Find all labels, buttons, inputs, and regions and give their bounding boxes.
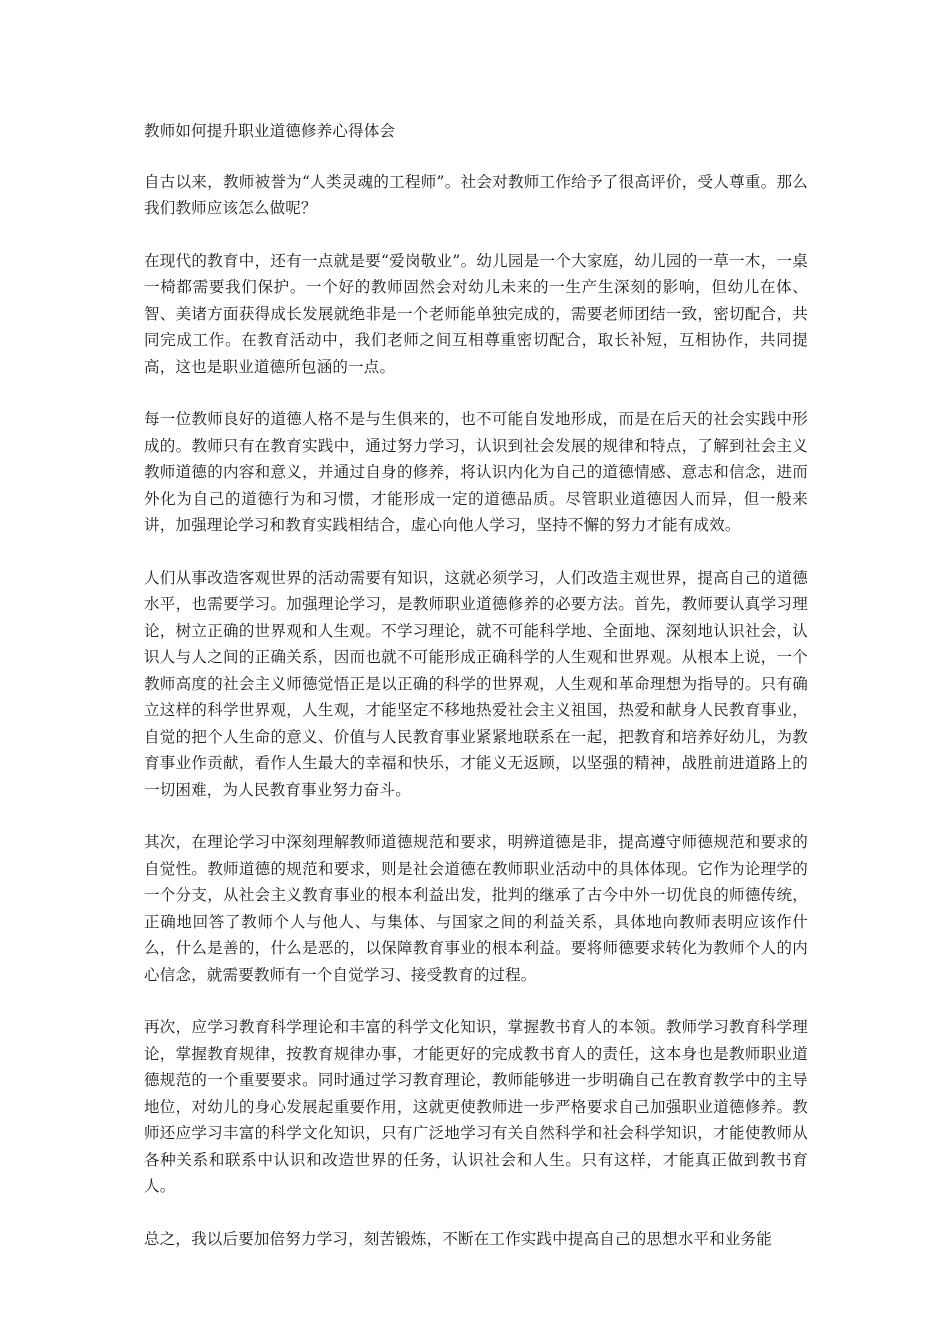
paragraph-4: 人们从事改造客观世界的活动需要有知识，这就必须学习，人们改造主观世界，提高自己的道德水平，也需要学习。加强理论学习，是教师职业道德修养的必要方法。首先，教师要认真学习理论，树立正确的世界观和人生观。不学习理论，就不可能科学地、全面地、深刻地认识社会，认识人与人之间的正确关系，因而也就不可能形成正确科学的人生观和世界观。从根本上说，一个教师高度的社会主义师德觉悟正是以正确的科学的世界观，人生观和革命理想为指导的。只有确立这样的科学世界观，人生观，才能坚定不移地热爱社会主义祖国，热爱和献身人民教育事业，自觉的把个人生命的意义、价值与人民教育事业紧紧地联系在一起，把教育和培养好幼儿，为教育事业作贡献，看作人生最大的幸福和快乐，才能义无返顾，以坚强的精神，战胜前进道路上的一切困难，为人民教育事业努力奋斗。	[144, 568, 808, 799]
paragraph-1: 自古以来，教师被誉为“人类灵魂的工程师”。社会对教师工作给予了很高评价，受人尊重。那么我们教师应该怎么做呢？	[144, 172, 808, 217]
paragraph-5: 其次，在理论学习中深刻理解教师道德规范和要求，明辨道德是非，提高遵守师德规范和要求的自觉性。教师道德的规范和要求，则是社会道德在教师职业活动中的具体体现。它作为论理学的一个分支，从社会主义教育事业的根本利益出发，批判的继承了古今中外一切优良的师德传统，正确地回答了教师个人与他人、与集体、与国家之间的利益关系，具体地向教师表明应该作什么，什么是善的，什么是恶的，以保障教育事业的根本利益。要将师德要求转化为教师个人的内心信念，就需要教师有一个自觉学习、接受教育的过程。	[144, 833, 808, 984]
document-body	[144, 118, 808, 1278]
paragraph-3: 每一位教师良好的道德人格不是与生俱来的，也不可能自发地形成，而是在后天的社会实践中形成的。教师只有在教育实践中，通过努力学习，认识到社会发展的规律和特点，了解到社会主义教师道德的内容和意义，并通过自身的修养，将认识内化为自己的道德情感、意志和信念，进而外化为自己的道德行为和习惯，才能形成一定的道德品质。尽管职业道德因人而异，但一般来讲，加强理论学习和教育实践相结合，虚心向他人学习，坚持不懈的努力才能有成效。	[144, 410, 808, 534]
paragraph-6: 再次，应学习教育科学理论和丰富的科学文化知识，掌握教书育人的本领。教师学习教育科学理论，掌握教育规律，按教育规律办事，才能更好的完成教书育人的责任，这本身也是教师职业道德规范的一个重要要求。同时通过学习教育理论，教师能够进一步明确自己在教育教学中的主导地位，对幼儿的身心发展起重要作用，这就更使教师进一步严格要求自己加强职业道德修养。教师还应学习丰富的科学文化知识，只有广泛地学习有关自然科学和社会科学知识，才能使教师从各种关系和联系中认识和改造世界的任务，认识社会和人生。只有这样，才能真正做到教书育人。	[144, 1018, 808, 1195]
paragraph-7: 总之，我以后要加倍努力学习，刻苦锻炼，不断在工作实践中提高自己的思想水平和业务能	[144, 1229, 773, 1248]
paragraph-2: 在现代的教育中，还有一点就是要“爱岗敬业”。幼儿园是一个大家庭，幼儿园的一草一木，一桌一椅都需要我们保护。一个好的教师固然会对幼儿未来的一生产生深刻的影响，但幼儿在体、智、美诸方面获得成长发展就绝非是一个老师能单独完成的，需要老师团结一致，密切配合，共同完成工作。在教育活动中，我们老师之间互相尊重密切配合，取长补短，互相协作，共同提高，这也是职业道德所包涵的一点。	[144, 251, 808, 376]
document-title: 教师如何提升职业道德修养心得体会	[144, 122, 396, 140]
